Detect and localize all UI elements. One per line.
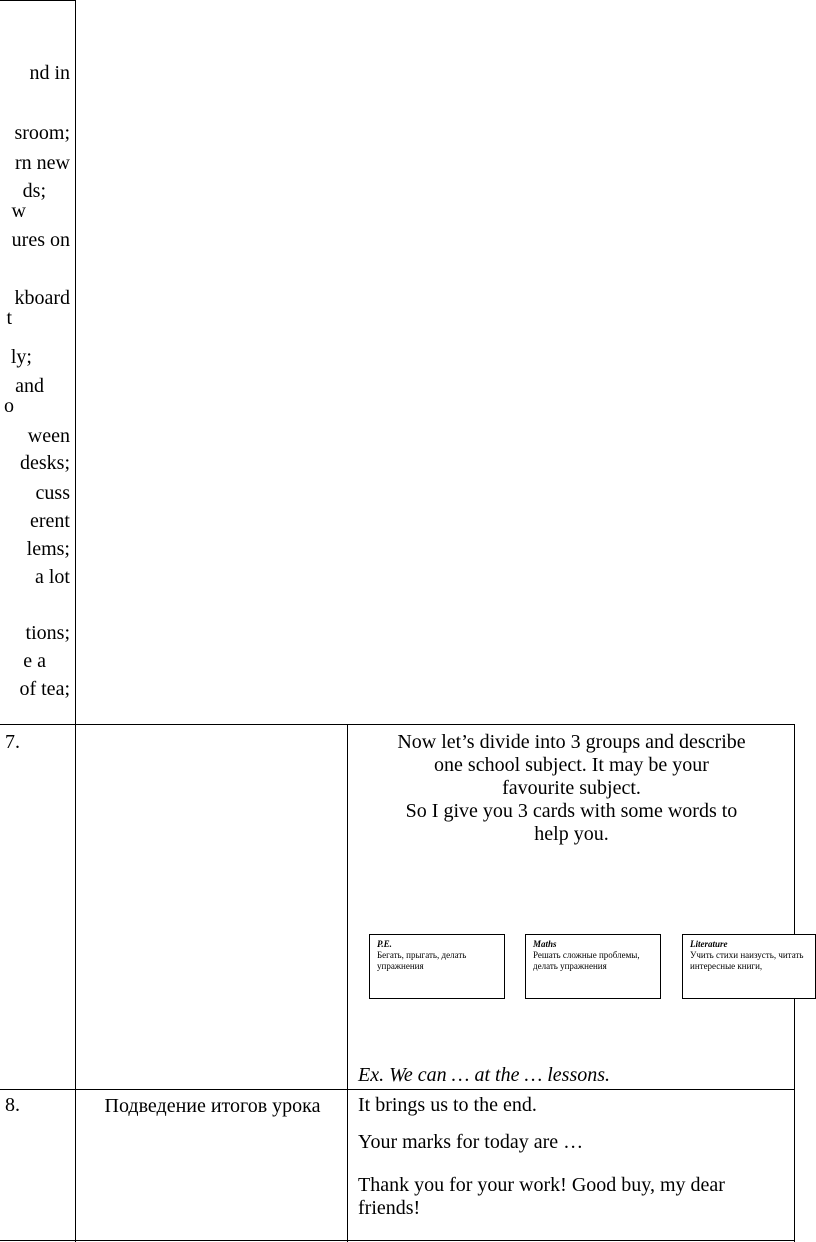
fragment-line: cuss	[35, 482, 70, 504]
fragment-line: ween	[27, 425, 70, 447]
card-body: Решать сложные проблемы, делать упражнения	[533, 950, 640, 971]
subject-card-maths	[525, 934, 661, 999]
fragment-line: kboard	[14, 287, 70, 309]
subject-card-literature	[682, 934, 816, 999]
card-body: Учить стихи наизусть, читать интересные книги,	[690, 950, 804, 971]
instruction-line: one school subject. It may be your	[434, 754, 709, 776]
fragment-line: ly;	[10, 346, 32, 368]
instruction-line: So I give you 3 cards with some words to	[405, 800, 738, 822]
fragment-line: ures on	[11, 229, 70, 251]
row-8-number-cell	[0, 1090, 75, 1240]
previous-row-fragments	[0, 0, 75, 724]
fragment-line: rn new	[15, 152, 70, 174]
example-sentence: Ex. We can … at the … lessons.	[358, 1064, 611, 1086]
fragment-line: desks;	[20, 452, 70, 474]
table-border-left-column	[75, 0, 76, 1242]
row-7-instructions	[350, 731, 793, 846]
fragment-line: and	[15, 375, 44, 397]
closing-line: Your marks for today are …	[358, 1131, 584, 1153]
row-7-number-cell	[0, 725, 75, 1089]
fragment-line: o	[4, 395, 14, 417]
closing-line: It brings us to the end.	[358, 1094, 537, 1116]
table-bottom-border	[0, 1240, 795, 1241]
table-border-stage-column	[347, 724, 348, 1242]
fragment-line: lems;	[26, 538, 70, 560]
fragment-line: t	[6, 307, 12, 329]
fragment-line: tions;	[25, 622, 70, 644]
fragment-line: w	[11, 200, 26, 222]
table-row-divider-8	[0, 1089, 795, 1090]
instruction-line: favourite subject.	[502, 777, 641, 799]
instruction-line: Now let’s divide into 3 groups and describe	[397, 731, 746, 753]
row-number: 8.	[5, 1094, 20, 1116]
closing-line: Thank you for your work! Good buy, my dear friends!	[358, 1174, 725, 1219]
row-8-stage: Подведение итогов урока	[104, 1095, 321, 1117]
fragment-line: nd in	[29, 62, 70, 84]
fragment-line: e a	[23, 650, 46, 672]
table-row-divider-7	[0, 724, 795, 725]
card-title: P.E.	[377, 939, 392, 949]
card-body: Бегать, прыгать, делать упражнения	[377, 950, 467, 971]
fragment-line: of tea;	[19, 678, 70, 700]
row-number: 7.	[5, 731, 20, 753]
fragment-line: a lot	[35, 566, 70, 588]
card-title: Maths	[533, 939, 557, 949]
fragment-line: sroom;	[14, 122, 70, 144]
card-title: Literature	[690, 939, 728, 949]
fragment-line: erent	[30, 510, 70, 532]
subject-card-pe	[369, 934, 505, 999]
instruction-line: help you.	[534, 823, 609, 845]
fragment-line: ds;	[22, 180, 46, 202]
